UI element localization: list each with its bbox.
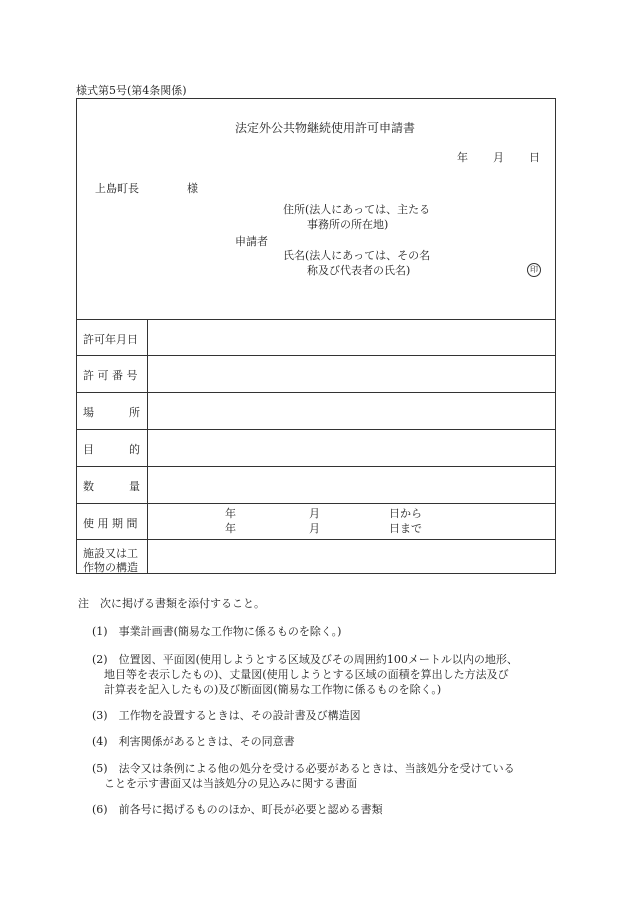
note-1: (1) 事業計画書(簡易な工作物に係るものを除く。)	[92, 625, 342, 638]
period-to: 日まで	[389, 522, 422, 535]
period-label: 使 用 期 間	[83, 517, 138, 530]
place-label-1: 場	[83, 406, 94, 419]
row-divider	[77, 429, 555, 430]
note-4: (4) 利害関係があるときは、その同意書	[92, 735, 295, 748]
structure-label-line1: 施設又は工	[83, 547, 138, 560]
honorific: 様	[187, 182, 198, 195]
date-day: 日	[529, 151, 540, 164]
note-2-line2: 地目等を表示したもの)、丈量図(使用しようとする区域の面積を算出した方法及び	[104, 668, 509, 681]
row-divider	[77, 319, 555, 320]
date-month: 月	[493, 151, 504, 164]
row-divider	[77, 503, 555, 504]
period-end-year: 年	[225, 522, 236, 535]
note-5-line2: ことを示す書面又は当該処分の見込みに関する書面	[104, 777, 357, 790]
row-divider	[77, 539, 555, 540]
period-start-year: 年	[225, 507, 236, 520]
note-3: (3) 工作物を設置するときは、その設計書及び構造図	[92, 709, 361, 722]
seal-mark: 印	[527, 263, 541, 277]
permit-date-label: 許可年月日	[83, 333, 138, 346]
address-label-line2: 事務所の所在地)	[307, 218, 389, 231]
address-label-line1: 住所(法人にあっては、主たる	[283, 203, 431, 216]
row-divider	[77, 466, 555, 467]
purpose-label-1: 目	[83, 443, 94, 456]
date-year: 年	[457, 151, 468, 164]
period-end-month: 月	[309, 522, 320, 535]
form-title: 法定外公共物継続使用許可申請書	[235, 121, 416, 135]
addressee: 上島町長	[95, 182, 139, 195]
quantity-label-1: 数	[83, 480, 94, 493]
applicant-label: 申請者	[235, 235, 268, 248]
quantity-label-2: 量	[129, 480, 140, 493]
permit-number-label: 許 可 番 号	[83, 369, 138, 382]
period-start-month: 月	[309, 507, 320, 520]
row-divider	[77, 355, 555, 356]
notes-intro: 注 次に掲げる書類を添付すること。	[78, 597, 265, 610]
note-5-line1: (5) 法令又は条例による他の処分を受ける必要があるときは、当該処分を受けている	[92, 762, 515, 775]
name-label-line2: 称及び代表者の氏名)	[307, 264, 411, 277]
note-2-line1: (2) 位置図、平面図(使用しようとする区域及びその周囲約100メートル以内の地形、	[92, 653, 518, 666]
period-from: 日から	[389, 507, 422, 520]
application-form-frame	[76, 98, 556, 574]
form-number: 様式第5号(第4条関係)	[76, 84, 187, 97]
row-divider	[77, 392, 555, 393]
structure-label-line2: 作物の構造	[83, 561, 138, 574]
note-2-line3: 計算表を記入したもの)及び断面図(簡易な工作物に係るものを除く。)	[104, 683, 442, 696]
name-label-line1: 氏名(法人にあっては、その名	[283, 249, 431, 262]
place-label-2: 所	[129, 406, 140, 419]
note-6: (6) 前各号に掲げるもののほか、町長が必要と認める書類	[92, 803, 383, 816]
column-divider	[147, 319, 148, 573]
purpose-label-2: 的	[129, 443, 140, 456]
